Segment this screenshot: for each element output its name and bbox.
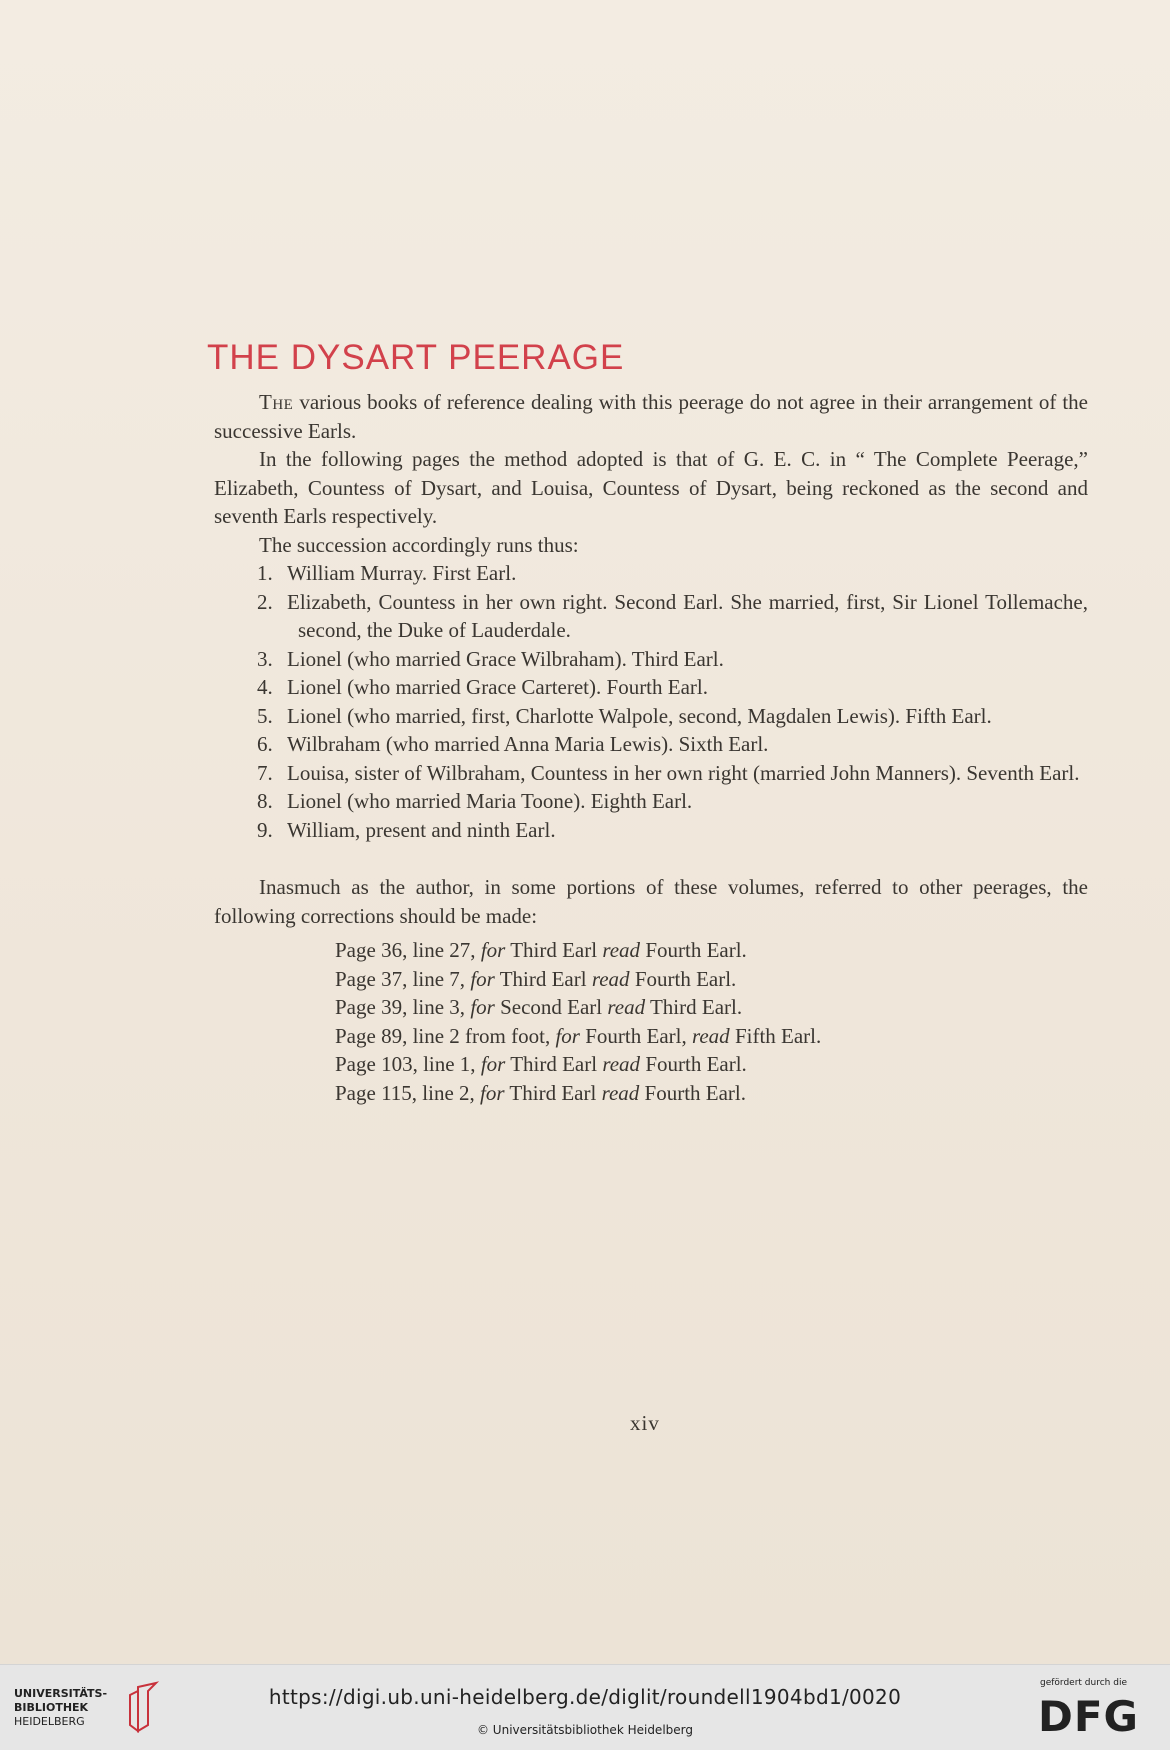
succession-item: 2. Elizabeth, Countess in her own right. Second Earl. She married, first, Sir Lionel Tollemache, second, the Duke of Lauderdale. <box>257 589 1088 642</box>
correction-item: Page 37, line 7, for Third Earl read Fourth Earl. <box>335 966 737 991</box>
page-number: xiv <box>630 1411 660 1435</box>
page-title: THE DYSART PEERAGE <box>207 338 625 378</box>
correction-item: Page 115, line 2, for Third Earl read Fourth Earl. <box>335 1080 747 1105</box>
correction-item: Page 89, line 2 from foot, for Fourth Earl, read Fifth Earl. <box>335 1023 822 1048</box>
succession-item: 1. William Murray. First Earl. <box>257 561 517 585</box>
intro-lead-word: The <box>259 390 294 414</box>
succession-item: 4. Lionel (who married Grace Carteret). Fourth Earl. <box>257 675 708 699</box>
university-library-logo: UNIVERSITÄTS- BIBLIOTHEK HEIDELBERG <box>14 1687 108 1728</box>
succession-item: 6. Wilbraham (who married Anna Maria Lewis). Sixth Earl. <box>257 732 769 756</box>
intro-paragraph-3: The succession accordingly runs thus: <box>259 532 579 557</box>
funding-note: gefördert durch die <box>1040 1678 1127 1688</box>
intro-rest: various books of reference dealing with this peerage do not agree in their arrangement of the successive Earls. <box>214 390 1088 443</box>
succession-list <box>214 559 1088 844</box>
body-text <box>214 388 1088 1107</box>
copyright-notice: © Universitätsbibliothek Heidelberg <box>476 1723 693 1737</box>
corrections-intro: Inasmuch as the author, in some portions of these volumes, referred to other peerages, the following corrections should be made: <box>214 875 1088 928</box>
correction-item: Page 39, line 3, for Second Earl read Third Earl. <box>335 995 743 1019</box>
dfg-logo: DFG <box>1038 1692 1140 1741</box>
permalink-url[interactable]: https://digi.ub.uni-heidelberg.de/diglit/roundell1904bd1/0020 <box>268 1685 902 1709</box>
succession-item: 8. Lionel (who married Maria Toone). Eighth Earl. <box>257 789 693 813</box>
succession-item: 9. William, present and ninth Earl. <box>257 817 556 842</box>
succession-item: 7. Louisa, sister of Wilbraham, Countess in her own right (married John Manners). Seventh Earl. <box>257 760 1080 785</box>
intro-paragraph-2: In the following pages the method adopted is that of G. E. C. in “ The Complete Peerage,” Elizabeth, Countess of Dysart, and Louisa, Countess of Dysart, being reckoned as the second and seventh Earls respectively. <box>214 447 1088 528</box>
correction-item: Page 103, line 1, for Third Earl read Fourth Earl. <box>335 1052 747 1076</box>
correction-item: Page 36, line 27, for Third Earl read Fourth Earl. <box>335 938 747 962</box>
viewer-footer <box>0 1664 1170 1750</box>
intro-paragraph-1 <box>214 388 1088 445</box>
corrections-list <box>214 936 1088 1107</box>
succession-item: 5. Lionel (who married, first, Charlotte Walpole, second, Magdalen Lewis). Fifth Earl. <box>257 703 992 728</box>
succession-item: 3. Lionel (who married Grace Wilbraham). Third Earl. <box>257 646 724 671</box>
section-gap <box>214 844 1088 873</box>
